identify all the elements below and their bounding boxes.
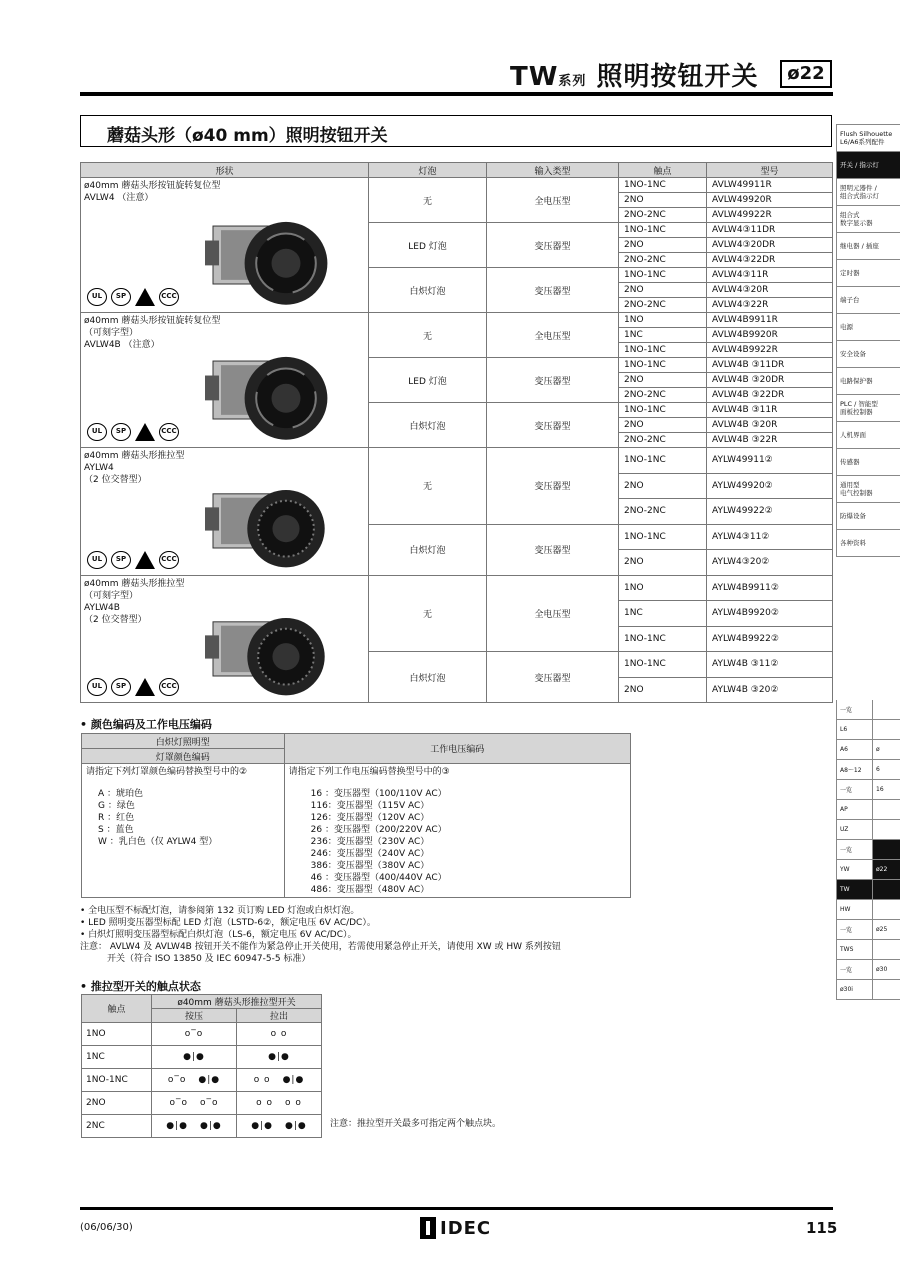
contact-symbol-icon: o‾o [169,1098,188,1108]
index-row[interactable] [836,860,900,880]
color-code-cell [82,764,285,898]
model-cell: AYLW4③20② [707,550,833,576]
shape-line: （可刻字型） [84,590,139,601]
contact-symbol-icon: ●|● [200,1121,222,1131]
input-type-cell: 全电压型 [487,178,619,223]
contact-cell: 2NO [619,473,707,499]
col-header: 灯泡 [369,163,487,178]
index-label: 一览 [837,920,873,939]
input-type-cell: 变压器型 [487,652,619,703]
sidebar-item-label: 电源 [840,323,853,331]
index-label: TW [837,880,873,899]
sidebar-item[interactable] [836,368,900,395]
contact-cell: 2NO-2NC [619,433,707,448]
push-state-cell [152,1092,237,1115]
sidebar-item[interactable] [836,449,900,476]
certification-marks [87,678,179,696]
col-header: 形状 [81,163,369,178]
index-group: ø25 [876,926,888,933]
index-row[interactable] [836,820,900,840]
contact-symbol-icon: o o [285,1098,302,1108]
contact-cell: 1NO-1NC [619,626,707,652]
contact-cell: 1NO-1NC [619,343,707,358]
contact-cell: 1NC [619,601,707,627]
sidebar-item[interactable] [836,476,900,503]
certification-marks [87,551,179,569]
contact-cell: 1NO-1NC [619,268,707,283]
contact-symbol-icon: o‾o [200,1098,219,1108]
warning-triangle-icon [135,288,155,306]
color-code-table [81,733,631,898]
lamp-cell: LED 灯泡 [369,358,487,403]
index-label: 一览 [837,960,873,979]
sidebar-item-label: 端子台 [840,296,860,304]
index-label: A6 [837,740,873,759]
voltage-item: 486：变压器型（480V AC） [310,885,430,895]
index-group [873,900,900,919]
sidebar-item[interactable] [836,395,900,422]
shape-line: （2 位交替型） [84,475,147,485]
side-navigation [836,124,900,557]
col-header: 型号 [707,163,833,178]
contact-cell: 2NO [619,283,707,298]
model-cell: AVLW4B9922R [707,343,833,358]
logo-mark-icon [420,1217,436,1239]
contact-symbol-icon: o‾o [184,1029,204,1039]
model-cell: AVLW4B ③11R [707,403,833,418]
sidebar-item[interactable] [836,233,900,260]
model-cell: AYLW4B9911② [707,575,833,601]
shape-line: ø40mm 蘑菇头形推拉型 [84,451,185,461]
color-item: S ：蓝色 [98,825,134,835]
sidebar-item-label: 组合式 数字显示器 [840,211,873,227]
index-label: TWS [837,940,873,959]
pull-state-cell [237,1069,322,1092]
product-photo [201,590,351,698]
contact-cell: 1NO [619,313,707,328]
model-cell: AVLW4B9911R [707,313,833,328]
sidebar-item[interactable] [836,152,900,179]
sidebar-item-label: 开关 / 指示灯 [840,161,879,169]
index-row[interactable] [836,760,900,780]
push-state-cell [152,1046,237,1069]
sidebar-item-label: PLC / 智能型 面板控制器 [840,400,878,416]
push-state-cell [152,1069,237,1092]
input-type-cell: 变压器型 [487,524,619,575]
color-code-heading: • 颜色编码及工作电压编码 [80,718,212,731]
shape-cell [81,448,369,576]
csa-mark-icon: SP [111,551,131,569]
page-number: 115 [806,1219,838,1237]
index-group [873,800,900,819]
model-cell: AYLW49922② [707,499,833,525]
pull-header: 拉出 [237,1009,322,1023]
contact-cell: 2NO [619,238,707,253]
ul-mark-icon: UL [87,551,107,569]
contact-cell: 2NO [619,418,707,433]
voltage-intro: 请指定下列工作电压编码替换型号中的③ [288,767,450,777]
sidebar-item-label: 继电器 / 插座 [840,242,879,250]
lamp-cell: 无 [369,575,487,652]
col-header: 触点 [619,163,707,178]
contact-row [82,1023,322,1046]
table-header-row [81,163,833,178]
contact-group-header: ø40mm 蘑菇头形推拉型开关 [152,995,322,1009]
title-series: 系列 [558,74,587,89]
section-title: 蘑菇头形（ø40 mm）照明按钮开关 [80,115,832,147]
model-cell: AYLW49911② [707,448,833,474]
sidebar-item-label: Flush Silhouette L6/A6系列配件 [840,130,893,146]
contact-cell: 1NO-1NC [619,524,707,550]
color-header-2: 灯罩颜色编码 [82,749,285,764]
csa-mark-icon: SP [111,423,131,441]
voltage-item: 116：变压器型（115V AC） [310,801,430,811]
contact-symbol-icon: ●|● [285,1121,307,1131]
ul-mark-icon: UL [87,288,107,306]
index-row[interactable] [836,780,900,800]
sidebar-item-label: 防爆设备 [840,512,866,520]
index-label: UZ [837,820,873,839]
index-row[interactable] [836,980,900,1000]
note-line: 注意： AVLW4 及 AVLW4B 按钮开关不能作为紧急停止开关使用，若需使用紧急停止开关，请使用 XW 或 HW 系列按钮 [80,942,561,952]
push-state-cell [152,1023,237,1046]
csa-mark-icon: SP [111,288,131,306]
pull-state-cell [237,1092,322,1115]
sidebar-item[interactable] [836,314,900,341]
csa-mark-icon: SP [111,678,131,696]
sidebar-item[interactable] [836,260,900,287]
index-row[interactable] [836,920,900,940]
contact-cell: 1NO-1NC [619,652,707,678]
index-group [873,820,900,839]
index-group [873,720,900,739]
contact-label: 2NC [82,1115,152,1138]
lamp-cell: 无 [369,313,487,358]
model-cell: AVLW49920R [707,193,833,208]
index-label: 一览 [837,840,873,859]
voltage-item: 246：变压器型（240V AC） [310,849,430,859]
model-cell: AVLW4B ③20R [707,418,833,433]
index-row[interactable] [836,700,900,720]
sidebar-item-label: 定时器 [840,269,860,277]
notes [80,905,640,965]
contact-symbol-icon: o o [270,1029,288,1039]
index-label: L6 [837,720,873,739]
index-group [873,700,900,719]
note-line: • LED 照明变压器型标配 LED 灯泡（LSTD-6②，额定电压 6V AC/DC）。 [80,918,376,928]
color-item: R ：红色 [98,813,135,823]
sidebar-item-label: 人机界面 [840,431,866,439]
ccc-mark-icon: CCC [159,288,179,306]
index-group [873,880,900,899]
contact-cell: 2NO-2NC [619,208,707,223]
model-cell: AYLW4③11② [707,524,833,550]
model-cell: AYLW4B ③20② [707,677,833,703]
sidebar-item[interactable] [836,422,900,449]
index-label: 一览 [837,780,873,799]
index-label: A8～12 [837,760,873,779]
contact-symbol-icon: ●|● [166,1121,188,1131]
index-row[interactable] [836,720,900,740]
note-line: 开关（符合 ISO 13850 及 IEC 60947-5-5 标准） [80,954,311,964]
pull-state-cell [237,1115,322,1138]
sidebar-item-label: 照明元器件 / 组合式指示灯 [840,184,879,200]
model-cell: AYLW49920② [707,473,833,499]
voltage-item: 386：变压器型（380V AC） [310,861,430,871]
contact-cell: 1NO-1NC [619,358,707,373]
contact-cell: 2NO [619,373,707,388]
sidebar-item[interactable] [836,206,900,233]
model-cell: AYLW4B9922② [707,626,833,652]
model-cell: AYLW4B9920② [707,601,833,627]
model-cell: AYLW4B ③11② [707,652,833,678]
product-table [80,162,833,703]
contact-cell: 1NO-1NC [619,448,707,474]
index-label: 一览 [837,700,873,719]
input-type-cell: 变压器型 [487,448,619,525]
contact-label: 1NO-1NC [82,1069,152,1092]
index-group [873,940,900,959]
shape-line: AVLW4B （注意） [84,340,160,350]
title-prefix: TW [510,62,559,92]
sidebar-item[interactable] [836,341,900,368]
voltage-list [289,788,626,896]
shape-line: ø40mm 蘑菇头形按钮旋转复位型 [84,316,221,326]
model-cell: AVLW4B ③20DR [707,373,833,388]
contact-label: 2NO [82,1092,152,1115]
contact-col-header: 触点 [82,995,152,1023]
size-code-box: ø22 [780,60,832,88]
contact-cell: 1NO-1NC [619,403,707,418]
sidebar-item-label: 各种资料 [840,539,866,547]
lamp-cell: 无 [369,178,487,223]
index-group: ø [876,746,880,753]
logo-text: IDEC [440,1217,492,1239]
color-header-1: 白炽灯照明型 [82,734,285,749]
contact-symbol-icon: o o [256,1098,273,1108]
sidebar-item-label: 安全设备 [840,350,866,358]
contact-cell: 1NO-1NC [619,223,707,238]
color-item: G ：绿色 [98,801,135,811]
contact-cell: 1NO-1NC [619,178,707,193]
shape-line: （可刻字型） [84,328,139,338]
contact-label: 1NO [82,1023,152,1046]
model-cell: AVLW49922R [707,208,833,223]
note-line: • 白炽灯照明变压器型标配白炽灯泡（LS-6，额定电压 6V AC/DC）。 [80,930,357,940]
input-type-cell: 变压器型 [487,268,619,313]
page-title [510,56,759,93]
shape-line: AYLW4B [84,602,120,613]
color-list [86,788,280,848]
lamp-cell: 白炽灯泡 [369,524,487,575]
index-label: YW [837,860,873,879]
sidebar-item-label: 电路保护器 [840,377,873,385]
sidebar-item-label: 通用型 电气控制器 [840,481,873,497]
sidebar-item[interactable] [836,287,900,314]
contact-symbol-icon: o‾o [167,1075,187,1085]
index-row[interactable] [836,960,900,980]
contact-row [82,1092,322,1115]
footer-rule [80,1207,833,1210]
contact-row [82,1069,322,1092]
ccc-mark-icon: CCC [159,678,179,696]
lamp-cell: 白炽灯泡 [369,268,487,313]
contact-symbol-icon: ●|● [183,1052,205,1062]
lamp-cell: 无 [369,448,487,525]
sidebar-item-label: 传感器 [840,458,860,466]
model-cell: AVLW4③11R [707,268,833,283]
sidebar-item[interactable] [836,530,900,557]
note-line: • 全电压型不标配灯泡，请参阅第 132 页订购 LED 灯泡或白炽灯泡。 [80,906,360,916]
header-rule [80,92,833,96]
pull-state-cell [237,1046,322,1069]
warning-triangle-icon [135,551,155,569]
certification-marks [87,423,179,441]
contact-cell: 2NO-2NC [619,253,707,268]
ul-mark-icon: UL [87,678,107,696]
shape-cell [81,313,369,448]
voltage-code-cell [284,764,630,898]
brand-logo [420,1217,491,1239]
shape-cell [81,178,369,313]
contact-cell: 2NO-2NC [619,298,707,313]
contact-symbol-icon: ●|● [251,1121,273,1131]
index-row[interactable] [836,940,900,960]
sidebar-item[interactable] [836,503,900,530]
input-type-cell: 变压器型 [487,358,619,403]
col-header: 输入类型 [487,163,619,178]
lamp-cell: 白炽灯泡 [369,403,487,448]
contact-label: 1NC [82,1046,152,1069]
model-cell: AVLW49911R [707,178,833,193]
table-row [81,178,833,193]
input-type-cell: 全电压型 [487,313,619,358]
shape-line: ø40mm 蘑菇头形推拉型 [84,578,185,589]
contact-cell: 2NO-2NC [619,499,707,525]
push-state-cell [152,1115,237,1138]
model-cell: AVLW4③22DR [707,253,833,268]
ul-mark-icon: UL [87,423,107,441]
index-row[interactable] [836,800,900,820]
index-row[interactable] [836,740,900,760]
product-photo [201,462,351,570]
contact-row [82,1115,322,1138]
contact-symbol-icon: ●|● [268,1052,290,1062]
index-row[interactable] [836,880,900,900]
voltage-item: 236：变压器型（230V AC） [310,837,430,847]
contact-symbol-icon: o o [253,1075,271,1085]
ccc-mark-icon: CCC [159,551,179,569]
input-type-cell: 全电压型 [487,575,619,652]
contact-symbol-icon: ●|● [282,1075,305,1085]
model-cell: AVLW4B ③11DR [707,358,833,373]
voltage-item: 26 ：变压器型（200/220V AC） [310,825,447,835]
model-cell: AVLW4B9920R [707,328,833,343]
table-row [81,313,833,328]
sidebar-item[interactable] [836,179,900,206]
index-group: 16 [876,786,884,793]
contact-symbol-icon: ●|● [198,1075,221,1085]
index-label: HW [837,900,873,919]
index-label: AP [837,800,873,819]
contact-cell: 2NO [619,193,707,208]
index-group [873,980,900,999]
warning-triangle-icon [135,423,155,441]
table-row [81,575,833,601]
contact-cell: 1NO [619,575,707,601]
sidebar-item[interactable] [836,124,900,152]
input-type-cell: 变压器型 [487,403,619,448]
pull-state-cell [237,1023,322,1046]
model-cell: AVLW4③22R [707,298,833,313]
model-cell: AVLW4③20R [707,283,833,298]
color-intro: 请指定下列灯罩颜色编码替换型号中的② [86,767,248,777]
contact-state-table [81,994,322,1138]
contact-heading: • 推拉型开关的触点状态 [80,980,201,993]
contact-cell: 2NO [619,677,707,703]
contact-cell: 2NO-2NC [619,388,707,403]
index-group [873,840,900,859]
shape-line: AVLW4 （注意） [84,193,154,203]
title-main: 照明按钮开关 [596,62,759,92]
product-photo [201,192,351,307]
index-row[interactable] [836,900,900,920]
shape-line: AYLW4 [84,463,114,473]
warning-triangle-icon [135,678,155,696]
voltage-header: 工作电压编码 [284,734,630,764]
voltage-item: 46 ：变压器型（400/440V AC） [310,873,447,883]
shape-line: （2 位交替型） [84,614,147,625]
index-group: ø22 [873,860,900,879]
product-photo [201,327,351,442]
voltage-item: 16 ：变压器型（100/110V AC） [310,789,447,799]
model-cell: AVLW4B ③22DR [707,388,833,403]
index-group: ø30 [876,966,888,973]
push-header: 按压 [152,1009,237,1023]
table-row [81,448,833,474]
index-group: 6 [876,766,880,773]
size-index-side [836,700,900,1000]
contact-note: 注意：推拉型开关最多可指定两个触点块。 [330,1119,502,1129]
lamp-cell: LED 灯泡 [369,223,487,268]
model-cell: AVLW4③20DR [707,238,833,253]
contact-cell: 2NO [619,550,707,576]
color-item: W ：乳白色（仅 AYLW4 型） [98,837,218,847]
color-item: A ：琥珀色 [98,789,144,799]
lamp-cell: 白炽灯泡 [369,652,487,703]
footer-date: (06/06/30) [80,1222,133,1233]
index-row[interactable] [836,840,900,860]
contact-row [82,1046,322,1069]
voltage-item: 126：变压器型（120V AC） [310,813,430,823]
shape-cell [81,575,369,703]
certification-marks [87,288,179,306]
index-label: ø30i [837,980,873,999]
ccc-mark-icon: CCC [159,423,179,441]
input-type-cell: 变压器型 [487,223,619,268]
contact-cell: 1NC [619,328,707,343]
shape-line: ø40mm 蘑菇头形按钮旋转复位型 [84,181,221,191]
model-cell: AVLW4B ③22R [707,433,833,448]
model-cell: AVLW4③11DR [707,223,833,238]
